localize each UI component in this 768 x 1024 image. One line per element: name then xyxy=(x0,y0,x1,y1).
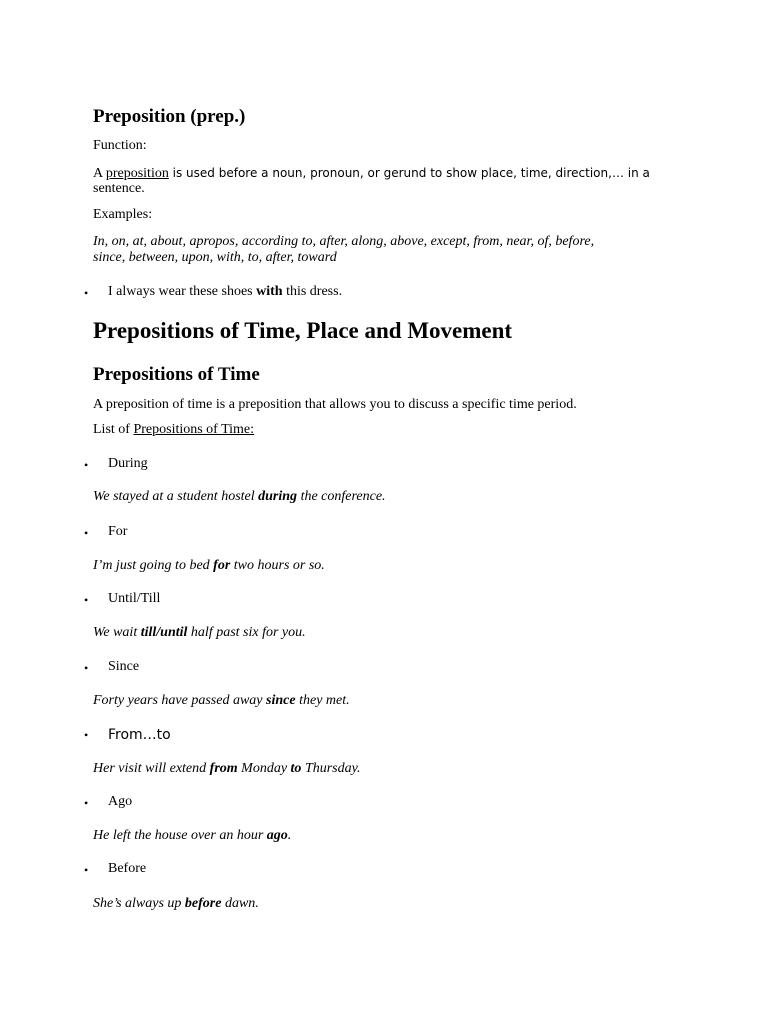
list-item-example xyxy=(93,761,361,777)
example-keyword: since xyxy=(266,693,296,708)
example-post: this dress. xyxy=(282,284,343,299)
bullet: • xyxy=(84,796,89,810)
example-text: She’s always up xyxy=(93,896,185,911)
example-text: two hours or so. xyxy=(230,558,325,573)
example-keyword: from xyxy=(209,761,238,776)
example-text: Forty years have passed away xyxy=(93,693,267,708)
function-label: Function: xyxy=(93,138,147,153)
definition-a: A xyxy=(93,166,106,181)
list-item-term: Until/Till xyxy=(108,591,161,606)
example-text: He left the house over an hour xyxy=(93,828,267,843)
prepositions-of-time-link[interactable]: Prepositions of Time: xyxy=(133,422,255,437)
list-item-term: Since xyxy=(108,659,140,674)
example-pre: I always wear these shoes xyxy=(108,284,257,299)
example-text: the conference. xyxy=(297,489,386,504)
list-label xyxy=(93,422,254,438)
definition-line xyxy=(93,165,650,182)
examples-line-2: since, between, upon, with, to, after, toward xyxy=(93,250,337,265)
list-item-example xyxy=(93,896,259,912)
bullet: • xyxy=(84,661,89,675)
list-item-example xyxy=(93,558,325,574)
example-keyword: to xyxy=(290,761,302,776)
example-keyword: till/until xyxy=(140,625,188,640)
example-text: Her visit will extend xyxy=(93,761,210,776)
example-text: dawn. xyxy=(221,896,259,911)
example-text: half past six for you. xyxy=(187,625,306,640)
examples-line-1: In, on, at, about, apropos, according to, after, along, above, except, from, near, of, before, xyxy=(93,234,595,249)
example-sentence xyxy=(108,284,342,300)
subsection-desc: A preposition of time is a preposition that allows you to discuss a specific time period. xyxy=(93,397,577,412)
list-item-term: During xyxy=(108,456,148,471)
list-item-example xyxy=(93,489,386,505)
list-item-example xyxy=(93,828,291,844)
example-keyword: before xyxy=(184,896,222,911)
example-text: We stayed at a student hostel xyxy=(93,489,259,504)
page-title: Preposition (prep.) xyxy=(93,106,246,127)
example-text: Thursday. xyxy=(301,761,361,776)
definition-rest: is used before a noun, pronoun, or gerund to show place, time, direction,… in a xyxy=(168,166,650,180)
bullet: • xyxy=(84,286,89,300)
bullet: • xyxy=(84,526,89,540)
bullet: • xyxy=(84,593,89,607)
list-item-example xyxy=(93,693,350,709)
list-item-term: For xyxy=(108,524,128,539)
example-text: they met. xyxy=(295,693,350,708)
subsection-title: Prepositions of Time xyxy=(93,364,260,385)
preposition-link[interactable]: preposition xyxy=(105,166,169,181)
list-item-example xyxy=(93,625,306,641)
example-text: Monday xyxy=(237,761,291,776)
section-title: Prepositions of Time, Place and Movement xyxy=(93,318,513,343)
bullet: • xyxy=(84,458,89,472)
list-item-term: Before xyxy=(108,861,147,876)
example-keyword: ago xyxy=(266,828,288,843)
bullet: • xyxy=(84,728,89,742)
example-keyword: for xyxy=(213,558,231,573)
list-item-term: From…to xyxy=(108,727,171,743)
examples-label: Examples: xyxy=(93,207,153,222)
example-text: I’m just going to bed xyxy=(93,558,214,573)
example-text: . xyxy=(287,828,292,843)
definition-line-2: sentence. xyxy=(93,181,145,196)
example-keyword: during xyxy=(258,489,298,504)
example-bold: with xyxy=(256,284,283,299)
bullet: • xyxy=(84,863,89,877)
example-text: We wait xyxy=(93,625,141,640)
list-label-pre: List of xyxy=(93,422,134,437)
list-item-term: Ago xyxy=(108,794,133,809)
